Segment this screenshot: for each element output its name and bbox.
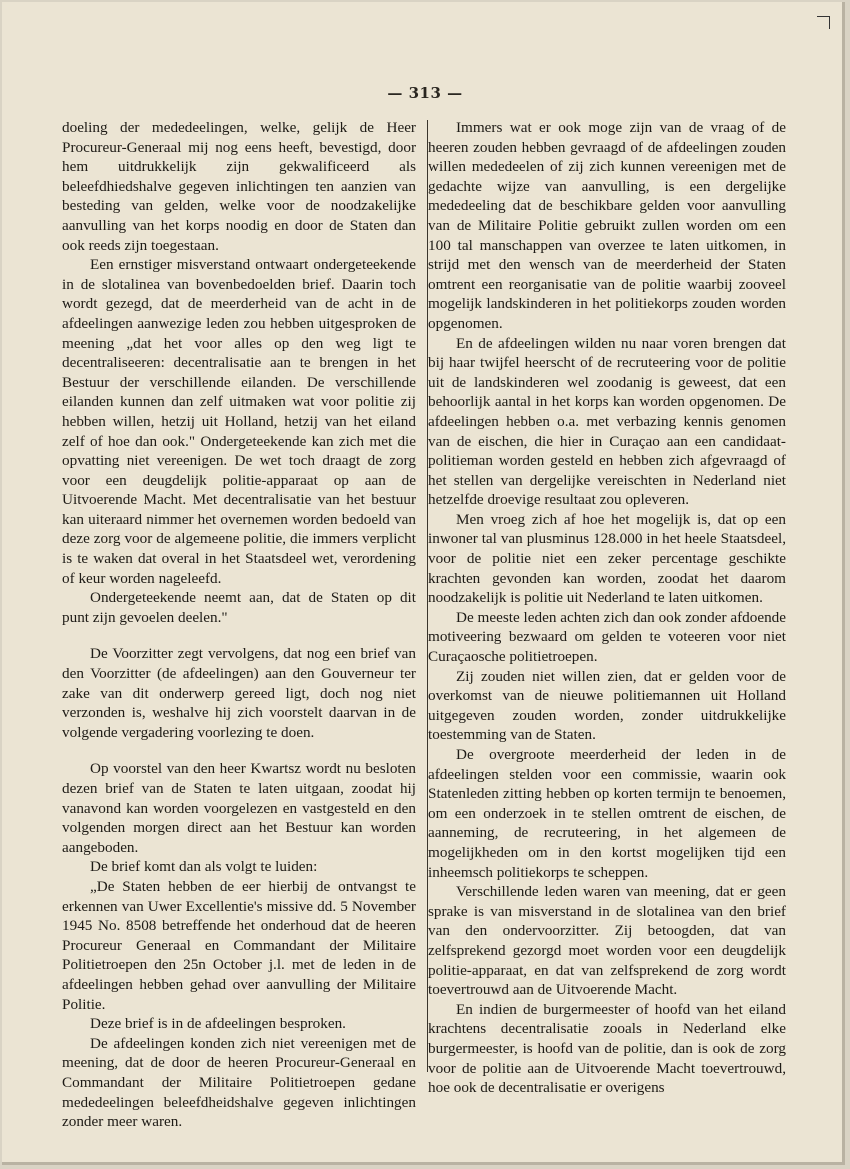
paragraph: De brief komt dan als volgt te luiden: xyxy=(90,858,318,876)
paragraph: De Voorzitter zegt vervolgens, dat nog een brief van den Voorzitter (de afdeelingen) aan den Gouverneur ter zake van dit onderwerp gereed ligt, doch nog niet verzonden is, weshalve hij zich voorstelt daarvan in de volgende vergadering voorlezing te doen. xyxy=(62,645,416,741)
paragraph: Een ernstiger misverstand ontwaart ondergeteekende in de slotalinea van bovenbedoelden brief. Daarin toch wordt gezegd, dat de meerderheid van de acht in de afdeelingen aanwezige leden zou hebben uitgesproken de meening „dat het voor alles op den weg ligt te decentraliseeren: decentralisatie aan te brengen in het Bestuur der verschillende eilanden. De verschillende eilanden kunnen dan zelf uitmaken wat voor politie zij hebben willen, hetzij uit Holland, hetzij van het eiland zelf of hoe dan ook." Ondergeteekende kan zich met die opvatting niet vereenigen. De wet toch draagt de zorg voor een deugdelijk politie-apparaat op aan de Uitvoerende Macht. Met decentralisatie van het bestuur kan uiteraard nimmer het overnemen worden bedoeld van deze zorg voor de algemeene politie, die immers verplicht is te waken dat overal in het Staatsdeel wet, verordening of keur worden nageleefd. xyxy=(62,256,416,587)
right-column xyxy=(428,118,786,1098)
paragraph: Op voorstel van den heer Kwartsz wordt nu besloten dezen brief van de Staten te laten uitgaan, zoodat hij vanavond kan worden voorgelezen en vastgesteld en den volgenden morgen direct aan het Bestuur kan worden aangeboden. xyxy=(62,760,416,856)
paragraph: De overgroote meerderheid der leden in de afdeelingen stelden voor een commissie, waarin ook Statenleden zitting hebben op korten termijn te benoemen, om een onderzoek in te stellen omtrent de eischen, de aanneming, de recruteering, in het algemeen de mogelijkheden om in den kortst mogelijken tijd een inheemsch politiekorps te scheppen. xyxy=(428,746,786,881)
page-number: — 313 — xyxy=(387,84,463,102)
crop-mark xyxy=(817,16,830,29)
paragraph: Ondergeteekende neemt aan, dat de Staten op dit punt zijn gevoelen deelen." xyxy=(62,589,416,626)
paragraph: De meeste leden achten zich dan ook zonder afdoende motiveering bezwaard om gelden te voteeren voor niet Curaçaosche politietroepen. xyxy=(428,608,786,666)
paragraph: „De Staten hebben de eer hierbij de ontvangst te erkennen van Uwer Excellentie's missive dd. 5 November 1945 No. 8508 betreffende het onderhoud dat de heeren Procureur Generaal en Commandant der Militaire Politietroepen den 25n October j.l. met de leden in de afdeelingen hebben gehad over aanvulling der Militaire Politie. xyxy=(62,877,416,1013)
paragraph: Verschillende leden waren van meening, dat er geen sprake is van misverstand in de slotalinea van den brief van den ondervoorzitter. Zij betoogden, dat van zelfsprekend gezorgd moet worden voor een deugdelijk politie-apparaat, en dat van zelfsprekend de zorg wordt toevertrouwd aan de Uitvoerende Macht. xyxy=(428,883,786,999)
paragraph: Immers wat er ook moge zijn van de vraag of de heeren zouden hebben gevraagd of de afdeelingen zouden willen mededeelen of zij zich kunnen vereenigen met de gedachte wijze van aanvulling, is een dergelijke mededeeling dat de beschikbare gelden voor aanvulling van de Militaire Politie gebruikt zullen worden om een 100 tal manschappen van overzee te laten uitkomen, in strijd met den wensch van de meerderheid der Staten omtrent een reorganisatie van de politie waarbij zooveel mogelijk landskinderen in het politiekorps zouden worden opgenomen. xyxy=(428,119,786,332)
paragraph: En indien de burgermeester of hoofd van het eiland krachtens decentralisatie zooals in Nederland elke burgermeester, is hoofd van de politie, dan is ook de zorg voor de politie aan de Uitvoerende Macht toevertrouwd, hoe ook de decentralisatie er overigens xyxy=(428,1000,786,1097)
paragraph: Men vroeg zich af hoe het mogelijk is, dat op een inwoner tal van plusminus 128.000 in het heele Staatsdeel, voor de politie niet een zeker percentage geschikte krachten gevonden kan worden, zoodat het daarom noodzakelijk is politie uit Nederland te laten uitkomen. xyxy=(428,510,786,607)
left-column xyxy=(62,118,416,1132)
paragraph: De afdeelingen konden zich niet vereenigen met de meening, dat de door de heeren Procureur-Generaal en Commandant der Militaire Politietroepen gedane mededeelingen beleefdheidshalve gegeven inlichtingen zonder meer waren. xyxy=(62,1034,416,1131)
paragraph: En de afdeelingen wilden nu naar voren brengen dat bij haar twijfel heerscht of de recruteering voor de politie uit de landskinderen wel zoodanig is geweest, dat een behoorlijk aantal in het korps kan worden opgenomen. De afdeelingen hebben o.a. met verbazing kennis genomen van de eischen, die hier in Curaçao aan een candidaat-politieman worden gesteld en hebben zich afgevraagd of het stellen van dergelijke vereischten in Nederland niet hetzelfde droevige resultaat zou opleveren. xyxy=(428,334,786,509)
paragraph: Deze brief is in de afdeelingen besproken. xyxy=(90,1015,346,1033)
paragraph: doeling der mededeelingen, welke, gelijk de Heer Procureur-Generaal mij nog eens heeft, bevestigd, door hem uitdrukkelijk zijn gekwalificeerd als beleefdhiedshalve gegeven inlichtingen ten aanzien van besteding van gelden, welke voor de noodzakelijke aanvulling van het korps noodig en door de Staten dan ook reeds zijn toegestaan. xyxy=(62,119,416,254)
paragraph: Zij zouden niet willen zien, dat er gelden voor de overkomst van de nieuwe politiemannen uit Holland uitgegeven zouden worden, zonder uitdrukkelijke toestemming van de Staten. xyxy=(428,667,786,744)
